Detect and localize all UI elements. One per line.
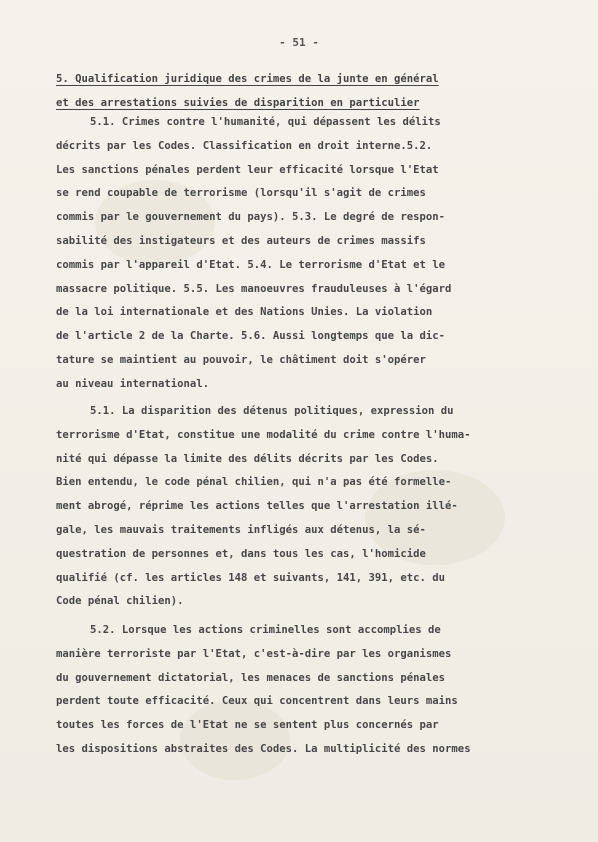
text-line: 5.2. Lorsque les actions criminelles sont accomplies de — [90, 624, 441, 636]
text-line: tature se maintient au pouvoir, le châtiment doit s'opérer — [56, 353, 426, 366]
text-line: se rend coupable de terrorisme (lorsqu'il s'agit de crimes — [56, 187, 426, 200]
text-line: 5.1. La disparition des détenus politiques, expression du — [90, 405, 454, 417]
paragraph-5-2 — [56, 619, 546, 762]
text-line: commis par le gouvernement du pays). 5.3. Le degré de respon- — [56, 211, 446, 224]
section-title — [56, 68, 546, 115]
text-line: nité qui dépasse la limite des délits décrits par les Codes. — [56, 452, 439, 465]
text-line: de l'article 2 de la Charte. 5.6. Aussi longtemps que la dic- — [56, 330, 446, 343]
section-title-line: et des arrestations suivies de disparition en particulier — [56, 96, 420, 109]
text-line: manière terroriste par l'Etat, c'est-à-dire par les organismes — [56, 647, 452, 660]
text-line: gale, les mauvais traitements infligés aux détenus, la sé- — [56, 523, 426, 536]
text-line: massacre politique. 5.5. Les manoeuvres frauduleuses à l'égard — [56, 282, 452, 295]
text-line: de la loi internationale et des Nations Unies. La violation — [56, 306, 433, 319]
section-title-line: 5. Qualification juridique des crimes de la junte en général — [56, 73, 439, 85]
page-number: - 51 - — [279, 36, 319, 49]
paragraph-summary — [56, 111, 546, 397]
text-line: les dispositions abstraites des Codes. La multiplicité des normes — [56, 742, 471, 755]
text-line: Code pénal chilien). — [56, 595, 184, 608]
text-line: perdent toute efficacité. Ceux qui concentrent dans leurs mains — [56, 695, 458, 708]
text-line: questration de personnes et, dans tous les cas, l'homicide — [56, 547, 426, 560]
text-line: Les sanctions pénales perdent leur efficacité lorsque l'Etat — [56, 163, 439, 176]
text-line: décrits par les Codes. Classification en droit interne.5.2. — [56, 139, 433, 152]
text-line: toutes les forces de l'Etat ne se sentent plus concernés par — [56, 719, 439, 732]
text-line: sabilité des instigateurs et des auteurs de crimes massifs — [56, 234, 426, 247]
text-line: au niveau international. — [56, 377, 210, 390]
text-line: ment abrogé, réprime les actions telles que l'arrestation illé- — [56, 500, 458, 513]
text-line: Bien entendu, le code pénal chilien, qui n'a pas été formelle- — [56, 476, 452, 489]
text-line: du gouvernement dictatorial, les menaces de sanctions pénales — [56, 671, 446, 684]
text-line: 5.1. Crimes contre l'humanité, qui dépassent les délits — [90, 116, 441, 128]
paragraph-5-1 — [56, 400, 546, 614]
text-line: commis par l'appareil d'Etat. 5.4. Le terrorisme d'Etat et le — [56, 258, 446, 271]
text-line: terrorisme d'Etat, constitue une modalité du crime contre l'huma- — [56, 428, 471, 441]
text-line: qualifié (cf. les articles 148 et suivants, 141, 391, etc. du — [56, 571, 446, 584]
